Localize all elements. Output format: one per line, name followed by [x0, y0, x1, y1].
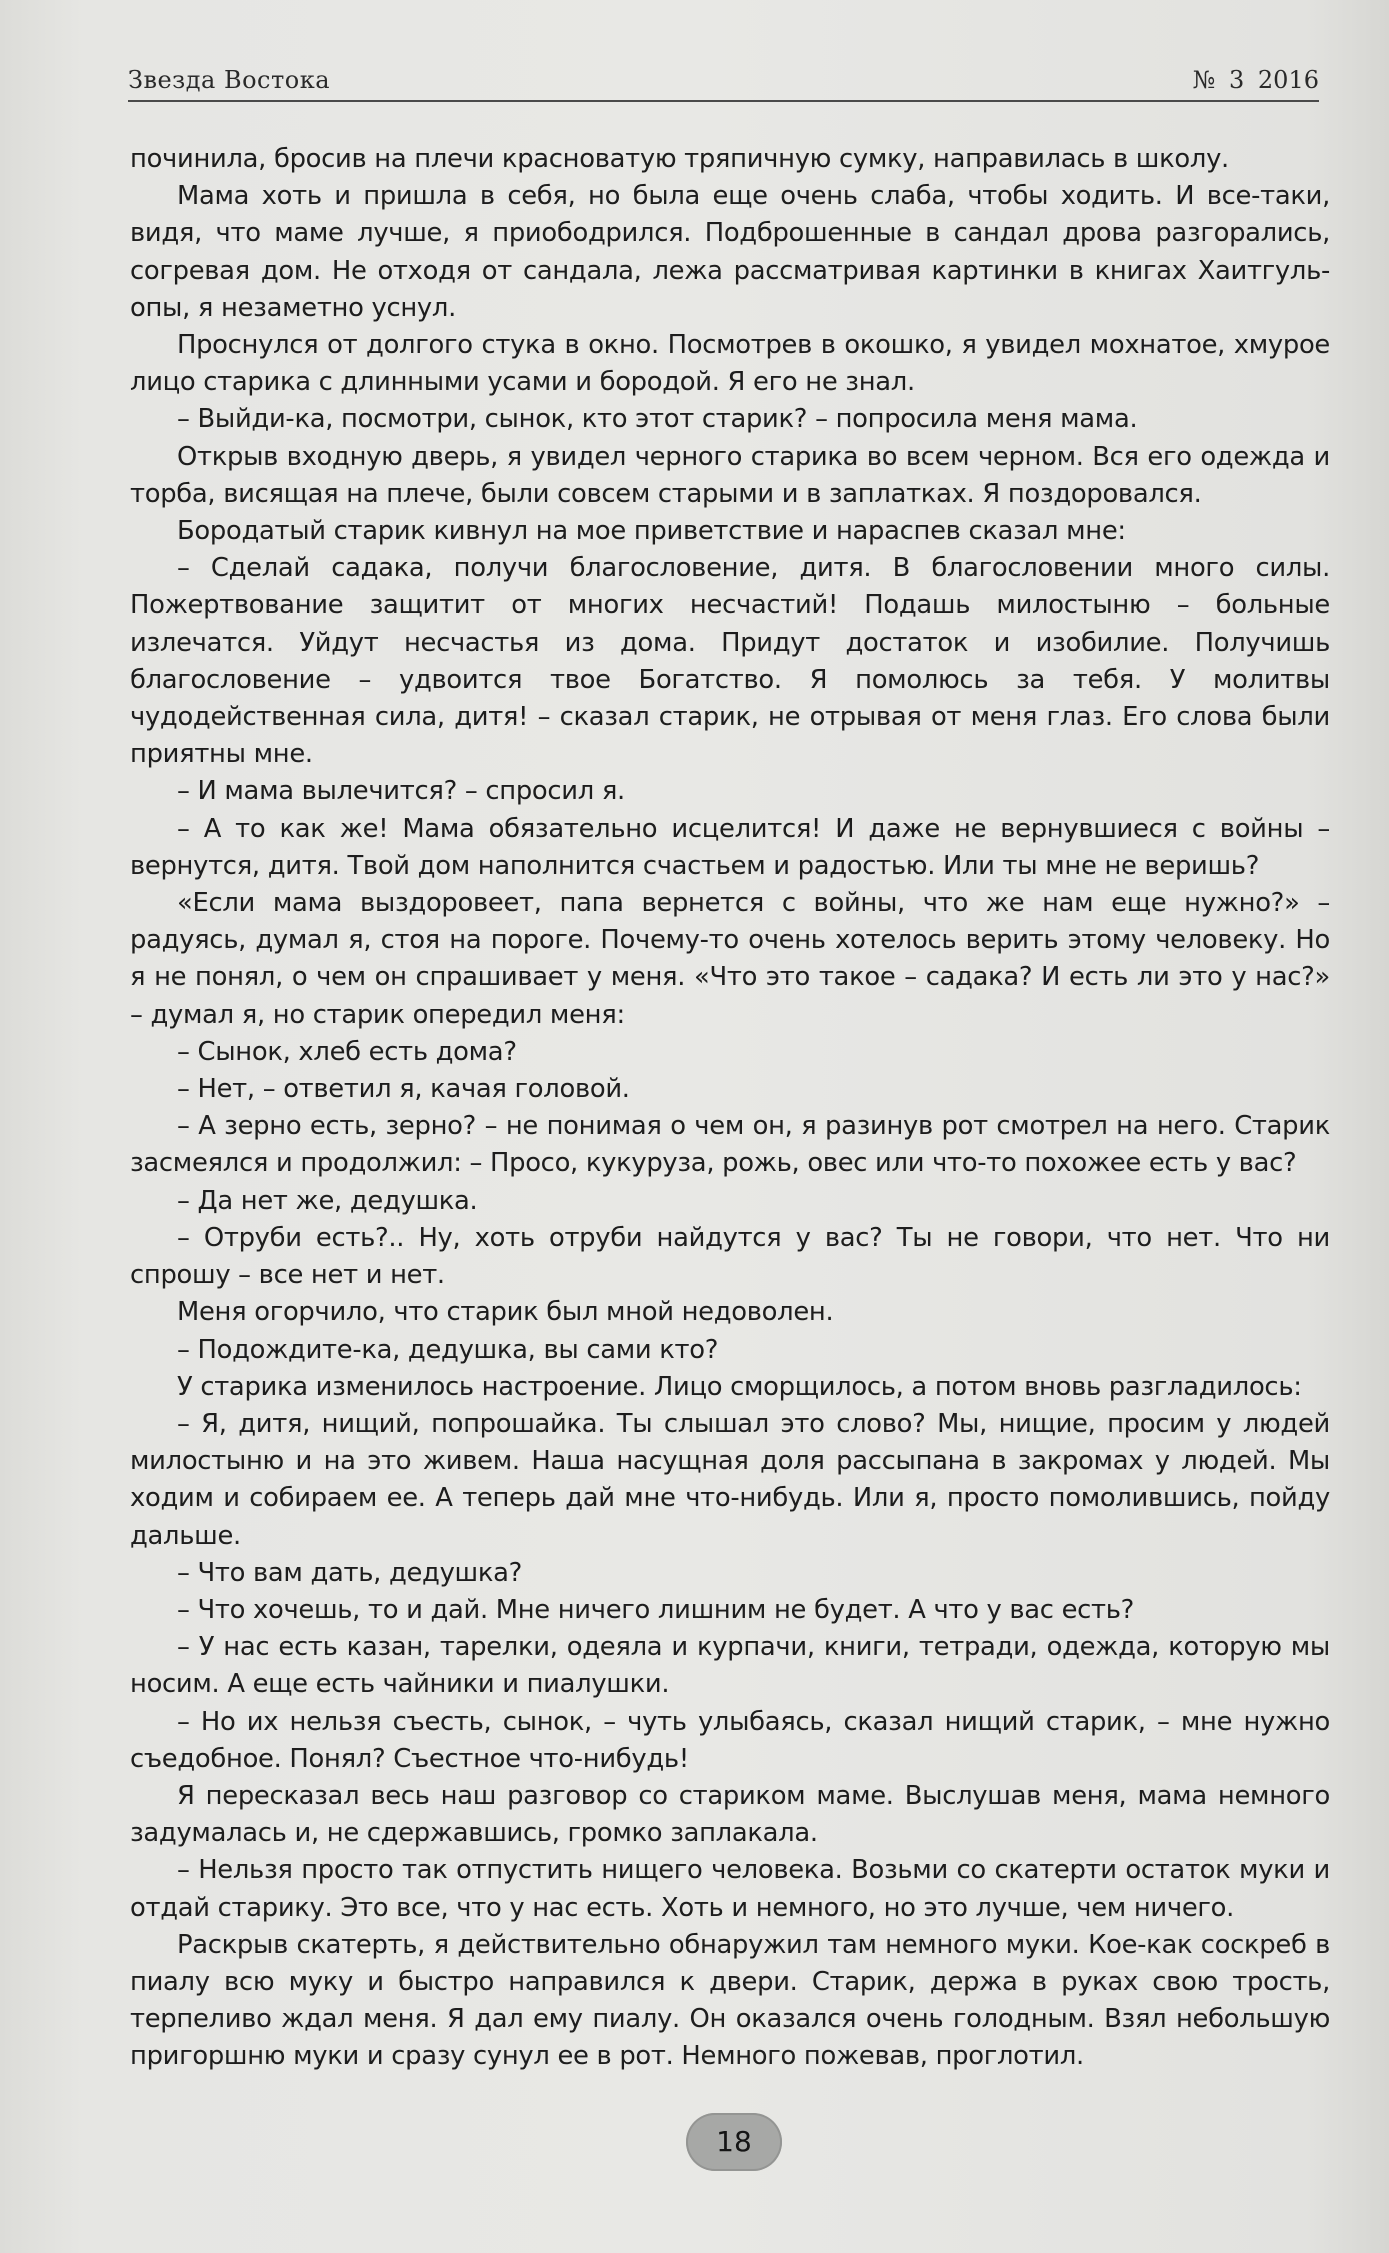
- paragraph: Мама хоть и пришла в себя, но была еще очень слаба, чтобы ходить. И все-таки, видя, что маме лучше, я приободрился. Подброшенные в сандал дрова разгорались, согревая дом. Не отходя от сандала, лежа рассматривая картинки в книгах Хаитгуль-опы, я незаметно уснул.: [130, 181, 1330, 323]
- paragraph: Я пересказал весь наш разговор со стариком маме. Выслушав меня, мама немного задумалась и, не сдержавшись, громко заплакала.: [130, 1780, 1330, 1849]
- paragraph: – А зерно есть, зерно? – не понимая о чем он, я разинув рот смотрел на него. Старик засмеялся и продолжил: – Просо, кукуруза, рожь, овес или что-то похожее есть у вас?: [130, 1111, 1330, 1179]
- paragraph: – Но их нельзя съесть, сынок, – чуть улыбаясь, сказал нищий старик, – мне нужно съедобное. Понял? Съестное что-нибудь!: [130, 1706, 1330, 1774]
- paragraph: Меня огорчило, что старик был мной недоволен.: [177, 1297, 834, 1328]
- paragraph: – Сынок, хлеб есть дома?: [177, 1036, 517, 1067]
- issue-number: № 3 2016: [1192, 66, 1319, 94]
- paragraph: починила, бросив на плечи красноватую тряпичную сумку, направилась в школу.: [130, 144, 1229, 174]
- paragraph: – У нас есть казан, тарелки, одеяла и курпачи, книги, тетради, одежда, которую мы носим. А еще есть чайники и пиалушки.: [130, 1632, 1330, 1700]
- article-body: [130, 141, 1330, 2076]
- paragraph: – А то как же! Мама обязательно исцелится! И даже не вернувшиеся с войны – вернутся, дитя. Твой дом наполнится счастьем и радостью. Или ты мне не веришь?: [130, 813, 1330, 881]
- paragraph: – Что хочешь, то и дай. Мне ничего лишним не будет. А что у вас есть?: [177, 1594, 1135, 1625]
- paragraph: – Отруби есть?.. Ну, хоть отруби найдутся у вас? Ты не говори, что нет. Что ни спрошу – все нет и нет.: [130, 1222, 1330, 1291]
- paragraph: Проснулся от долгого стука в окно. Посмотрев в окошко, я увидел мохнатое, хмурое лицо старика с длинными усами и бородой. Я его не знал.: [130, 330, 1330, 398]
- page-number: 18: [686, 2113, 782, 2171]
- paragraph: – Нельзя просто так отпустить нищего человека. Возьми со скатерти остаток муки и отдай старику. Это все, что у нас есть. Хоть и немного, но это лучше, чем ничего.: [130, 1855, 1330, 1923]
- journal-title: Звезда Востока: [128, 66, 331, 94]
- paragraph: Раскрыв скатерть, я действительно обнаружил там немного муки. Кое-как соскреб в пиалу всю муку и быстро направился к двери. Старик, держа в руках свою трость, терпеливо ждал меня. Я дал ему пиалу. Он оказался очень голодным. Взял небольшую пригоршню муки и сразу сунул ее в рот. Немного пожевав, проглотил.: [130, 1929, 1330, 2072]
- paragraph: У старика изменилось настроение. Лицо сморщилось, а потом вновь разгладилось:: [177, 1371, 1302, 1402]
- paragraph: «Если мама выздоровеет, папа вернется с войны, что же нам еще нужно?» – радуясь, думал я, стоя на пороге. Почему-то очень хотелось верить этому человеку. Но я не понял, о чем он спрашивает у меня. «Что это такое – садака? И есть ли это у нас?» – думал я, но старик опередил меня:: [130, 888, 1330, 1030]
- paragraph: – Да нет же, дедушка.: [177, 1185, 478, 1216]
- paragraph: – Что вам дать, дедушка?: [177, 1557, 523, 1588]
- paragraph: Открыв входную дверь, я увидел черного старика во всем черном. Вся его одежда и торба, висящая на плече, были совсем старыми и в заплатках. Я поздоровался.: [130, 441, 1330, 509]
- paragraph: – Выйди-ка, посмотри, сынок, кто этот старик? – попросила меня мама.: [177, 404, 1138, 435]
- paragraph: – Подождите-ка, дедушка, вы сами кто?: [177, 1334, 719, 1365]
- paragraph: – Я, дитя, нищий, попрошайка. Ты слышал это слово? Мы, нищие, просим у людей милостыню и на это живем. Наша насущная доля рассыпана в закромах у людей. Мы ходим и собираем ее. А теперь дай мне что-нибудь. Или я, просто помолившись, пойду дальше.: [130, 1408, 1330, 1551]
- running-header: [128, 60, 1319, 102]
- paragraph: – Сделай садака, получи благословение, дитя. В благословении много силы. Пожертвование защитит от многих несчастий! Подашь милостыню – больные излечатся. Уйдут несчастья из дома. Придут достаток и изобилие. Получишь благословение – удвоится твое Богатство. Я помолюсь за тебя. У молитвы чудодейственная сила, дитя! – сказал старик, не отрывая от меня глаз. Его слова были приятны мне.: [130, 553, 1330, 770]
- paragraph: – И мама вылечится? – спросил я.: [177, 776, 625, 807]
- paragraph: Бородатый старик кивнул на мое приветствие и нараспев сказал мне:: [177, 516, 1126, 547]
- paragraph: – Нет, – ответил я, качая головой.: [177, 1074, 630, 1105]
